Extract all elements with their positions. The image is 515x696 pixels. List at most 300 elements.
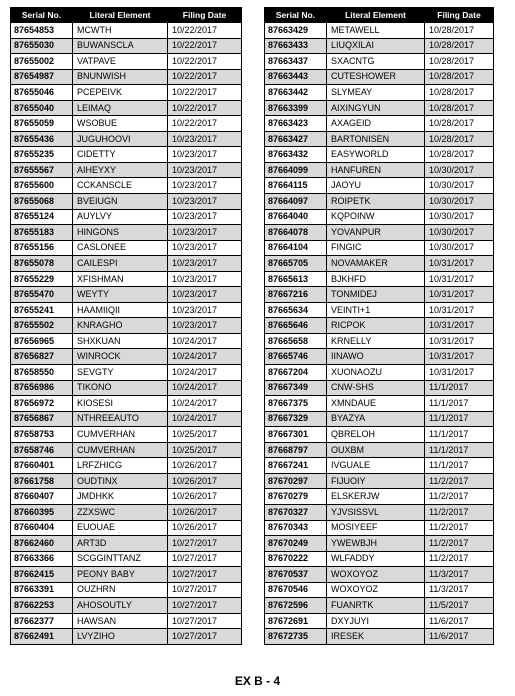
table-row bbox=[11, 85, 242, 101]
table-row bbox=[265, 23, 494, 39]
table-row bbox=[265, 349, 494, 365]
serial-number-cell: 87660395 bbox=[11, 504, 73, 520]
serial-number-cell: 87664115 bbox=[265, 178, 327, 194]
filing-date-cell: 10/27/2017 bbox=[168, 536, 242, 552]
serial-number-cell: 87670222 bbox=[265, 551, 327, 567]
filing-date-cell: 10/24/2017 bbox=[168, 365, 242, 381]
serial-number-cell: 87655124 bbox=[11, 209, 73, 225]
serial-number-cell: 87665658 bbox=[265, 333, 327, 349]
literal-element-cell: ELSKERJW bbox=[327, 489, 425, 505]
filing-date-cell: 10/27/2017 bbox=[168, 582, 242, 598]
filing-date-cell: 11/2/2017 bbox=[425, 551, 494, 567]
serial-number-cell: 87665613 bbox=[265, 271, 327, 287]
table-row bbox=[11, 147, 242, 163]
serial-number-cell: 87662491 bbox=[11, 629, 73, 645]
serial-number-cell: 87672691 bbox=[265, 613, 327, 629]
table-row bbox=[265, 100, 494, 116]
serial-number-cell: 87655068 bbox=[11, 194, 73, 210]
filing-date-cell: 10/23/2017 bbox=[168, 131, 242, 147]
table-row bbox=[265, 287, 494, 303]
table-row bbox=[11, 629, 242, 645]
table-row bbox=[11, 116, 242, 132]
table-row bbox=[265, 365, 494, 381]
serial-number-cell: 87670537 bbox=[265, 567, 327, 583]
table-row bbox=[265, 489, 494, 505]
literal-element-cell: EASYWORLD bbox=[327, 147, 425, 163]
table-row bbox=[11, 100, 242, 116]
filing-date-cell: 10/27/2017 bbox=[168, 613, 242, 629]
serial-number-cell: 87670343 bbox=[265, 520, 327, 536]
literal-element-header: Literal Element bbox=[73, 8, 168, 23]
literal-element-cell: WOXOYOZ bbox=[327, 567, 425, 583]
literal-element-cell: KRNELLY bbox=[327, 333, 425, 349]
serial-number-cell: 87664104 bbox=[265, 240, 327, 256]
filing-date-cell: 10/30/2017 bbox=[425, 209, 494, 225]
filing-date-cell: 10/28/2017 bbox=[425, 54, 494, 70]
filing-date-cell: 10/22/2017 bbox=[168, 23, 242, 39]
table-row bbox=[265, 396, 494, 412]
table-row bbox=[265, 473, 494, 489]
serial-number-header: Serial No. bbox=[11, 8, 73, 23]
serial-number-cell: 87655436 bbox=[11, 131, 73, 147]
literal-element-cell: AUYLVY bbox=[73, 209, 168, 225]
table-row bbox=[265, 85, 494, 101]
serial-number-cell: 87655567 bbox=[11, 162, 73, 178]
filing-date-cell: 10/23/2017 bbox=[168, 178, 242, 194]
serial-number-cell: 87658753 bbox=[11, 427, 73, 443]
literal-element-cell: NTHREEAUTO bbox=[73, 411, 168, 427]
filing-date-cell: 10/28/2017 bbox=[425, 23, 494, 39]
serial-number-cell: 87663442 bbox=[265, 85, 327, 101]
serial-number-cell: 87656972 bbox=[11, 396, 73, 412]
literal-element-cell: LIUQXILAI bbox=[327, 38, 425, 54]
table-row bbox=[265, 520, 494, 536]
literal-element-cell: OUXBM bbox=[327, 442, 425, 458]
literal-element-cell: FUANRTK bbox=[327, 598, 425, 614]
table-row bbox=[11, 551, 242, 567]
table-row bbox=[265, 147, 494, 163]
literal-element-cell: WLFADDY bbox=[327, 551, 425, 567]
literal-element-cell: CAILESPI bbox=[73, 256, 168, 272]
serial-number-cell: 87655470 bbox=[11, 287, 73, 303]
literal-element-cell: AXAGEID bbox=[327, 116, 425, 132]
filing-date-cell: 10/22/2017 bbox=[168, 116, 242, 132]
table-row bbox=[265, 629, 494, 645]
literal-element-cell: CCKANSCLE bbox=[73, 178, 168, 194]
filing-date-cell: 10/31/2017 bbox=[425, 287, 494, 303]
table-row bbox=[265, 38, 494, 54]
filing-date-cell: 10/26/2017 bbox=[168, 520, 242, 536]
filing-date-cell: 10/22/2017 bbox=[168, 69, 242, 85]
literal-element-cell: KNRAGHO bbox=[73, 318, 168, 334]
table-row bbox=[11, 598, 242, 614]
serial-number-cell: 87663366 bbox=[11, 551, 73, 567]
table-row bbox=[11, 225, 242, 241]
literal-element-cell: RICPOK bbox=[327, 318, 425, 334]
table-row bbox=[265, 551, 494, 567]
literal-element-cell: SXACNTG bbox=[327, 54, 425, 70]
filing-date-cell: 10/30/2017 bbox=[425, 178, 494, 194]
filing-date-cell: 11/3/2017 bbox=[425, 567, 494, 583]
filing-date-cell: 11/1/2017 bbox=[425, 427, 494, 443]
filing-date-cell: 10/23/2017 bbox=[168, 287, 242, 303]
literal-element-cell: HINGONS bbox=[73, 225, 168, 241]
literal-element-cell: YJVSISSVL bbox=[327, 504, 425, 520]
literal-element-cell: CUMVERHAN bbox=[73, 427, 168, 443]
filing-date-cell: 11/1/2017 bbox=[425, 396, 494, 412]
literal-element-cell: CIDETTY bbox=[73, 147, 168, 163]
serial-number-cell: 87655030 bbox=[11, 38, 73, 54]
serial-number-cell: 87655002 bbox=[11, 54, 73, 70]
table-row bbox=[11, 504, 242, 520]
table-row bbox=[11, 411, 242, 427]
table-row bbox=[11, 194, 242, 210]
filing-date-cell: 10/23/2017 bbox=[168, 302, 242, 318]
literal-element-cell: VATPAVE bbox=[73, 54, 168, 70]
table-row bbox=[11, 54, 242, 70]
literal-element-cell: XUONAOZU bbox=[327, 365, 425, 381]
literal-element-cell: KQPOINW bbox=[327, 209, 425, 225]
literal-element-cell: WINROCK bbox=[73, 349, 168, 365]
table-row bbox=[265, 504, 494, 520]
serial-number-cell: 87655229 bbox=[11, 271, 73, 287]
table-row bbox=[265, 54, 494, 70]
serial-number-cell: 87654987 bbox=[11, 69, 73, 85]
literal-element-cell: OUZHRN bbox=[73, 582, 168, 598]
table-row bbox=[11, 287, 242, 303]
literal-element-cell: FINGIC bbox=[327, 240, 425, 256]
literal-element-cell: BJKHFD bbox=[327, 271, 425, 287]
table-row bbox=[265, 582, 494, 598]
literal-element-cell: AIHEYXY bbox=[73, 162, 168, 178]
literal-element-cell: KIOSESI bbox=[73, 396, 168, 412]
literal-element-cell: QBRELOH bbox=[327, 427, 425, 443]
serial-number-cell: 87672735 bbox=[265, 629, 327, 645]
table-row bbox=[11, 582, 242, 598]
serial-number-cell: 87662377 bbox=[11, 613, 73, 629]
serial-number-cell: 87655046 bbox=[11, 85, 73, 101]
serial-number-cell: 87655235 bbox=[11, 147, 73, 163]
serial-number-cell: 87664078 bbox=[265, 225, 327, 241]
table-row bbox=[265, 209, 494, 225]
exhibit-footer: EX B - 4 bbox=[234, 674, 281, 688]
filing-date-cell: 10/28/2017 bbox=[425, 147, 494, 163]
literal-element-cell: JUGUHOOVI bbox=[73, 131, 168, 147]
serial-number-cell: 87663391 bbox=[11, 582, 73, 598]
serial-number-cell: 87655040 bbox=[11, 100, 73, 116]
filing-date-cell: 10/23/2017 bbox=[168, 162, 242, 178]
filing-date-cell: 10/27/2017 bbox=[168, 629, 242, 645]
filing-date-cell: 10/24/2017 bbox=[168, 349, 242, 365]
table-row bbox=[265, 613, 494, 629]
filing-date-cell: 10/22/2017 bbox=[168, 85, 242, 101]
table-row bbox=[265, 411, 494, 427]
literal-element-cell: ZZXSWC bbox=[73, 504, 168, 520]
table-row bbox=[265, 427, 494, 443]
table-row bbox=[265, 567, 494, 583]
literal-element-cell: HAAMIIQII bbox=[73, 302, 168, 318]
serial-number-cell: 87663432 bbox=[265, 147, 327, 163]
serial-number-cell: 87667329 bbox=[265, 411, 327, 427]
table-row bbox=[265, 333, 494, 349]
filing-date-cell: 11/2/2017 bbox=[425, 473, 494, 489]
filing-date-cell: 10/26/2017 bbox=[168, 504, 242, 520]
serial-number-cell: 87664097 bbox=[265, 194, 327, 210]
literal-element-cell: FIJUOIY bbox=[327, 473, 425, 489]
literal-element-cell: HANFUREN bbox=[327, 162, 425, 178]
filing-date-cell: 11/2/2017 bbox=[425, 536, 494, 552]
table-row bbox=[11, 271, 242, 287]
serial-number-cell: 87656827 bbox=[11, 349, 73, 365]
serial-number-cell: 87662460 bbox=[11, 536, 73, 552]
filing-date-cell: 10/24/2017 bbox=[168, 380, 242, 396]
table-row bbox=[11, 302, 242, 318]
table-row bbox=[11, 365, 242, 381]
filing-date-cell: 10/31/2017 bbox=[425, 349, 494, 365]
filing-date-cell: 11/1/2017 bbox=[425, 411, 494, 427]
serial-number-cell: 87662253 bbox=[11, 598, 73, 614]
filing-date-cell: 11/1/2017 bbox=[425, 458, 494, 474]
table-row bbox=[11, 489, 242, 505]
filing-date-cell: 10/25/2017 bbox=[168, 427, 242, 443]
table-row bbox=[265, 69, 494, 85]
literal-element-cell: IRESEK bbox=[327, 629, 425, 645]
table-header-row bbox=[11, 8, 242, 23]
literal-element-cell: AHOSOUTLY bbox=[73, 598, 168, 614]
serial-number-cell: 87668797 bbox=[265, 442, 327, 458]
table-row bbox=[11, 396, 242, 412]
literal-element-cell: LRFZHICG bbox=[73, 458, 168, 474]
serial-number-cell: 87663429 bbox=[265, 23, 327, 39]
literal-element-cell: PEONY BABY bbox=[73, 567, 168, 583]
literal-element-cell: XFISHMAN bbox=[73, 271, 168, 287]
serial-number-cell: 87663443 bbox=[265, 69, 327, 85]
filing-date-cell: 11/6/2017 bbox=[425, 629, 494, 645]
literal-element-cell: IVGUALE bbox=[327, 458, 425, 474]
filing-date-cell: 10/23/2017 bbox=[168, 147, 242, 163]
table-row bbox=[11, 162, 242, 178]
serial-number-cell: 87670249 bbox=[265, 536, 327, 552]
serial-number-cell: 87664099 bbox=[265, 162, 327, 178]
literal-element-cell: CASLONEE bbox=[73, 240, 168, 256]
serial-number-cell: 87656965 bbox=[11, 333, 73, 349]
serial-number-cell: 87656867 bbox=[11, 411, 73, 427]
filing-date-cell: 11/1/2017 bbox=[425, 442, 494, 458]
filing-date-cell: 11/2/2017 bbox=[425, 520, 494, 536]
literal-element-cell: BVEIUGN bbox=[73, 194, 168, 210]
table-row bbox=[265, 240, 494, 256]
table-row bbox=[265, 598, 494, 614]
serial-number-cell: 87655183 bbox=[11, 225, 73, 241]
table-row bbox=[265, 536, 494, 552]
filing-date-cell: 10/28/2017 bbox=[425, 69, 494, 85]
serial-number-cell: 87670297 bbox=[265, 473, 327, 489]
table-row bbox=[11, 613, 242, 629]
filing-date-cell: 10/31/2017 bbox=[425, 318, 494, 334]
filing-date-cell: 10/30/2017 bbox=[425, 240, 494, 256]
table-row bbox=[11, 240, 242, 256]
serial-number-cell: 87662415 bbox=[11, 567, 73, 583]
serial-number-cell: 87655241 bbox=[11, 302, 73, 318]
filing-date-cell: 10/28/2017 bbox=[425, 100, 494, 116]
filing-date-cell: 11/5/2017 bbox=[425, 598, 494, 614]
table-row bbox=[11, 131, 242, 147]
serial-number-cell: 87655600 bbox=[11, 178, 73, 194]
table-row bbox=[11, 442, 242, 458]
literal-element-cell: WEYTY bbox=[73, 287, 168, 303]
filing-date-cell: 10/28/2017 bbox=[425, 38, 494, 54]
literal-element-cell: SCGGINTTANZ bbox=[73, 551, 168, 567]
table-row bbox=[11, 209, 242, 225]
serial-number-cell: 87667204 bbox=[265, 365, 327, 381]
filing-date-cell: 10/31/2017 bbox=[425, 256, 494, 272]
table-row bbox=[265, 225, 494, 241]
filing-date-cell: 10/22/2017 bbox=[168, 54, 242, 70]
filing-date-cell: 11/2/2017 bbox=[425, 504, 494, 520]
serial-number-cell: 87667301 bbox=[265, 427, 327, 443]
literal-element-header: Literal Element bbox=[327, 8, 425, 23]
literal-element-cell: AIXINGYUN bbox=[327, 100, 425, 116]
literal-element-cell: DXYJUYI bbox=[327, 613, 425, 629]
serial-number-cell: 87663427 bbox=[265, 131, 327, 147]
table-row bbox=[265, 131, 494, 147]
filing-date-cell: 10/31/2017 bbox=[425, 302, 494, 318]
filing-date-header: Filing Date bbox=[168, 8, 242, 23]
filing-date-cell: 10/31/2017 bbox=[425, 271, 494, 287]
filing-date-cell: 10/23/2017 bbox=[168, 225, 242, 241]
serial-number-cell: 87663437 bbox=[265, 54, 327, 70]
literal-element-cell: BUWANSCLA bbox=[73, 38, 168, 54]
serial-number-cell: 87660407 bbox=[11, 489, 73, 505]
serial-number-cell: 87670279 bbox=[265, 489, 327, 505]
literal-element-cell: BYAZYA bbox=[327, 411, 425, 427]
literal-element-cell: LEIMAQ bbox=[73, 100, 168, 116]
serial-number-cell: 87658550 bbox=[11, 365, 73, 381]
serial-number-cell: 87664040 bbox=[265, 209, 327, 225]
literal-element-cell: MOSIYEEF bbox=[327, 520, 425, 536]
table-row bbox=[11, 333, 242, 349]
serial-number-cell: 87655156 bbox=[11, 240, 73, 256]
filing-date-cell: 10/25/2017 bbox=[168, 442, 242, 458]
serial-number-cell: 87665746 bbox=[265, 349, 327, 365]
filing-date-cell: 10/28/2017 bbox=[425, 116, 494, 132]
table-row bbox=[11, 427, 242, 443]
literal-element-cell: LVYZIHO bbox=[73, 629, 168, 645]
table-row bbox=[11, 23, 242, 39]
literal-element-cell: JMDHKK bbox=[73, 489, 168, 505]
literal-element-cell: CNW-SHS bbox=[327, 380, 425, 396]
filing-date-cell: 11/6/2017 bbox=[425, 613, 494, 629]
table-row bbox=[11, 318, 242, 334]
literal-element-cell: ART3D bbox=[73, 536, 168, 552]
filing-date-cell: 10/30/2017 bbox=[425, 194, 494, 210]
table-row bbox=[11, 473, 242, 489]
serial-number-cell: 87661758 bbox=[11, 473, 73, 489]
table-row bbox=[11, 380, 242, 396]
filing-date-cell: 10/23/2017 bbox=[168, 318, 242, 334]
literal-element-cell: NOVAMAKER bbox=[327, 256, 425, 272]
filing-date-cell: 10/23/2017 bbox=[168, 209, 242, 225]
table-row bbox=[11, 536, 242, 552]
serial-number-cell: 87665634 bbox=[265, 302, 327, 318]
filing-date-cell: 10/26/2017 bbox=[168, 458, 242, 474]
serial-number-cell: 87670546 bbox=[265, 582, 327, 598]
trademark-table-left bbox=[10, 7, 242, 645]
table-row bbox=[265, 178, 494, 194]
literal-element-cell: WOXOYOZ bbox=[327, 582, 425, 598]
filing-date-cell: 10/26/2017 bbox=[168, 489, 242, 505]
filing-date-header: Filing Date bbox=[425, 8, 494, 23]
literal-element-cell: METAWELL bbox=[327, 23, 425, 39]
literal-element-cell: JAOYU bbox=[327, 178, 425, 194]
serial-number-cell: 87665646 bbox=[265, 318, 327, 334]
filing-date-cell: 10/24/2017 bbox=[168, 333, 242, 349]
filing-date-cell: 10/27/2017 bbox=[168, 551, 242, 567]
serial-number-cell: 87654853 bbox=[11, 23, 73, 39]
serial-number-header: Serial No. bbox=[265, 8, 327, 23]
filing-date-cell: 10/31/2017 bbox=[425, 365, 494, 381]
filing-date-cell: 10/23/2017 bbox=[168, 240, 242, 256]
table-row bbox=[11, 69, 242, 85]
literal-element-cell: TIKONO bbox=[73, 380, 168, 396]
filing-date-cell: 10/28/2017 bbox=[425, 85, 494, 101]
table-row bbox=[11, 178, 242, 194]
filing-date-cell: 11/3/2017 bbox=[425, 582, 494, 598]
serial-number-cell: 87655059 bbox=[11, 116, 73, 132]
serial-number-cell: 87667241 bbox=[265, 458, 327, 474]
serial-number-cell: 87655078 bbox=[11, 256, 73, 272]
table-row bbox=[11, 458, 242, 474]
literal-element-cell: TONMIDEJ bbox=[327, 287, 425, 303]
filing-date-cell: 10/22/2017 bbox=[168, 38, 242, 54]
table-row bbox=[265, 194, 494, 210]
table-row bbox=[11, 567, 242, 583]
literal-element-cell: YOVANPUR bbox=[327, 225, 425, 241]
filing-date-cell: 10/27/2017 bbox=[168, 567, 242, 583]
serial-number-cell: 87660404 bbox=[11, 520, 73, 536]
filing-date-cell: 10/24/2017 bbox=[168, 396, 242, 412]
serial-number-cell: 87656986 bbox=[11, 380, 73, 396]
literal-element-cell: SLYMEAY bbox=[327, 85, 425, 101]
filing-date-cell: 10/22/2017 bbox=[168, 100, 242, 116]
literal-element-cell: MCWTH bbox=[73, 23, 168, 39]
filing-date-cell: 11/1/2017 bbox=[425, 380, 494, 396]
table-row bbox=[265, 458, 494, 474]
serial-number-cell: 87663399 bbox=[265, 100, 327, 116]
serial-number-cell: 87667349 bbox=[265, 380, 327, 396]
literal-element-cell: IINAWO bbox=[327, 349, 425, 365]
literal-element-cell: CUMVERHAN bbox=[73, 442, 168, 458]
table-row bbox=[11, 38, 242, 54]
serial-number-cell: 87660401 bbox=[11, 458, 73, 474]
literal-element-cell: HAWSAN bbox=[73, 613, 168, 629]
serial-number-cell: 87667375 bbox=[265, 396, 327, 412]
filing-date-cell: 10/31/2017 bbox=[425, 333, 494, 349]
table-row bbox=[265, 380, 494, 396]
filing-date-cell: 10/27/2017 bbox=[168, 598, 242, 614]
serial-number-cell: 87667216 bbox=[265, 287, 327, 303]
serial-number-cell: 87672596 bbox=[265, 598, 327, 614]
trademark-table-right bbox=[264, 7, 494, 645]
serial-number-cell: 87663423 bbox=[265, 116, 327, 132]
literal-element-cell: CUTESHOWER bbox=[327, 69, 425, 85]
literal-element-cell: BNUNWISH bbox=[73, 69, 168, 85]
serial-number-cell: 87670327 bbox=[265, 504, 327, 520]
filing-date-cell: 10/30/2017 bbox=[425, 162, 494, 178]
table-row bbox=[265, 271, 494, 287]
table-header-row bbox=[265, 8, 494, 23]
table-row bbox=[11, 349, 242, 365]
